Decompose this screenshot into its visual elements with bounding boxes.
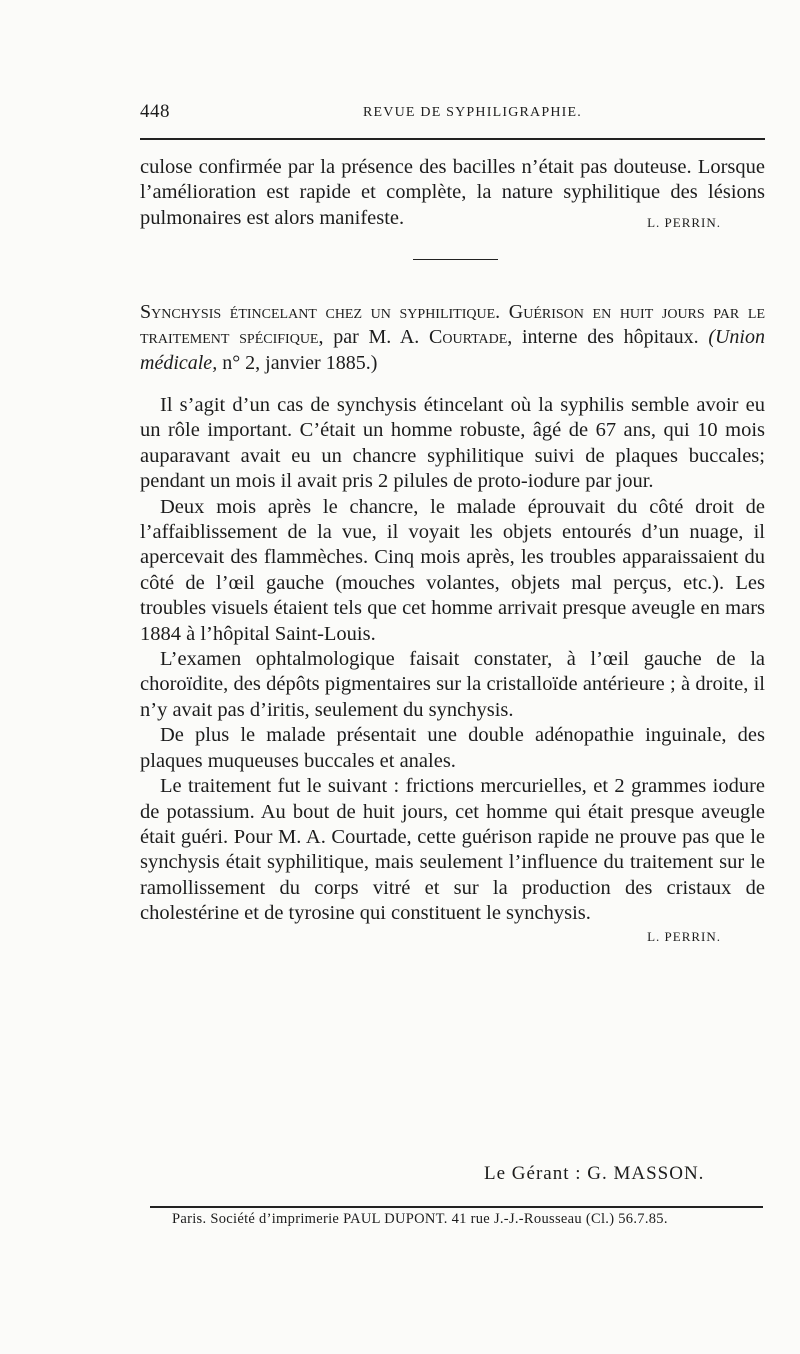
- article-paragraph-3: L’examen ophtalmologique faisait constater, à l’œil gauche de la choroïdite, des dépôts pigmentaires sur la cristalloïde antérieure ; à droite, il n’y avait pas d’iritis, seulement du synchysis.: [140, 648, 765, 721]
- article-signature: L. PERRIN.: [647, 928, 721, 944]
- gerant-line: Le Gérant : G. MASSON.: [484, 1163, 705, 1184]
- article-source-journal: (Union médicale,: [140, 326, 765, 374]
- article-author-suffix: interne des hôpitaux.: [512, 326, 699, 349]
- article-paragraph-5: Le traitement fut le suivant : frictions mercurielles, et 2 grammes iodure de potassium. Au bout de huit jours, cet homme qui était presque aveugle était guéri. Pour M. A. Courtade, cette guérison rapide ne prouve pas que le synchysis était syphilitique, mais seulement l’influence du traitement sur le ramollissement du corps vitré et sur la production des cristaux de cholestérine et de tyrosine qui constituent le synchysis.: [140, 775, 765, 925]
- continuation-signature: L. PERRIN.: [647, 214, 721, 230]
- article-author-prefix: par M. A.: [323, 326, 430, 349]
- footer-rule: [150, 1206, 763, 1208]
- section-divider: [413, 259, 498, 260]
- article-body: [140, 393, 765, 949]
- article-paragraph-2: Deux mois après le chancre, le malade éprouvait du côté droit de l’affaiblissement de la vue, il voyait les objets entourés d’un nuage, il apercevait des flammèches. Cinq mois après, les troubles apparaissaient du côté de l’œil gauche (mouches volantes, objets mal perçus, etc.). Les troubles visuels étaient tels que cet homme arrivait presque aveugle en mars 1884 à l’hôpital Saint-Louis.: [140, 495, 765, 645]
- running-title: REVUE DE SYPHILIGRAPHIE.: [363, 105, 582, 120]
- article-heading: [140, 300, 765, 376]
- article-title-line: [140, 300, 765, 376]
- running-header: [140, 101, 765, 129]
- continuation-text: culose confirmée par la présence des bacilles n’était pas douteuse. Lorsque l’amélioration est rapide et complète, la nature syphilitique des lésions pulmonaires est alors manifeste.: [140, 156, 765, 229]
- header-rule: [140, 138, 765, 140]
- article-paragraph-4: De plus le malade présentait une double adénopathie inguinale, des plaques muqueuses buccales et anales.: [140, 724, 765, 772]
- continuation-paragraph: [140, 155, 765, 231]
- article-author: Courtade,: [429, 326, 513, 349]
- continuation-block: [140, 155, 765, 235]
- article-source-rest: n° 2, janvier 1885.): [217, 351, 378, 374]
- printer-imprint: Paris. Société d’imprimerie PAUL DUPONT. 41 rue J.-J.-Rousseau (Cl.) 56.7.85.: [172, 1211, 668, 1227]
- article-title: Synchysis étincelant chez un syphilitique. Guérison en huit jours par le traitement spécifique,: [140, 301, 765, 349]
- article-paragraph-1: Il s’agit d’un cas de synchysis étincelant où la syphilis semble avoir eu un rôle important. C’était un homme robuste, âgé de 67 ans, qui 10 mois auparavant avait eu un chancre syphilitique suivi de plaques buccales; pendant un mois il avait pris 2 pilules de proto-iodure par jour.: [140, 394, 765, 493]
- page-number: 448: [140, 101, 170, 122]
